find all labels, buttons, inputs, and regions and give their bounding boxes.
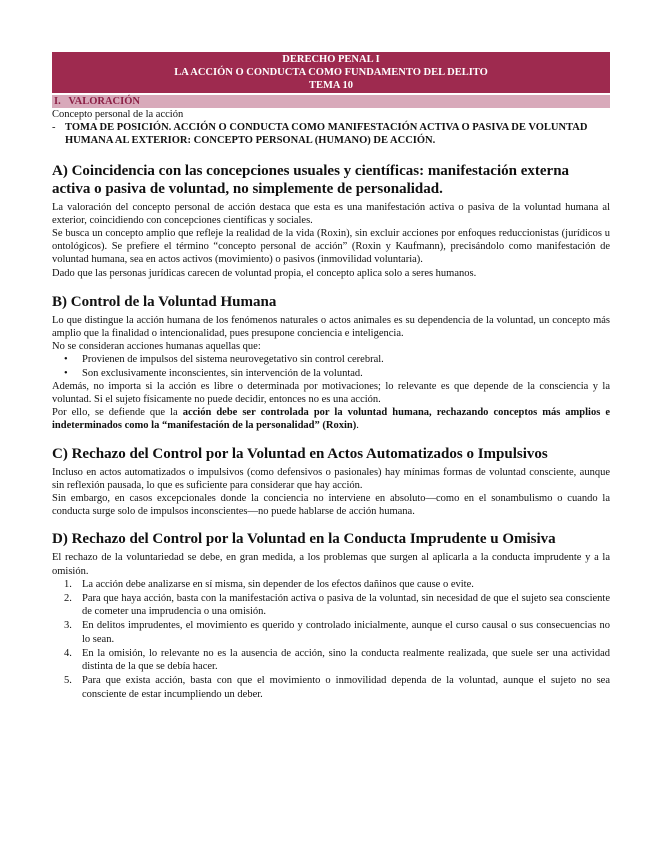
heading-c: C) Rechazo del Control por la Voluntad en Actos Automatizados o Impulsivos — [52, 445, 548, 462]
paragraph-b2: No se consideran acciones humanas aquellas que: — [52, 341, 261, 353]
item-number: 4. — [64, 647, 72, 659]
paragraph-c1: Incluso en actos automatizados o impulsivos (como defensivos o pasionales) hay mínimas formas de voluntad consciente, aunque sin reflexión pausada, lo que es suficiente para considerar que hay acción. — [52, 466, 610, 491]
paragraph-b4-end: . — [356, 420, 359, 432]
paragraph-d1: El rechazo de la voluntariedad se debe, en gran medida, a los problemas que surgen al aplicarla a la conducta imprudente y a la omisión. — [52, 552, 610, 577]
list-item — [52, 578, 610, 591]
bullet-text: Provienen de impulsos del sistema neurovegetativo sin control cerebral. — [82, 354, 384, 366]
paragraph-b1: Lo que distingue la acción humana de los fenómenos naturales o actos animales es su dependencia de la voluntad, un concepto más amplio que la finalidad o intencionalidad, pues presupone conciencia e inteligencia. — [52, 314, 610, 340]
item-number: 5. — [64, 675, 72, 687]
lesson-number: TEMA 10 — [308, 80, 354, 91]
bullet-text: Son exclusivamente inconscientes, sin intervención de la voluntad. — [82, 367, 363, 379]
item-number: 2. — [64, 593, 72, 605]
bullet-icon: • — [64, 354, 68, 366]
position-text: TOMA DE POSICIÓN. ACCIÓN O CONDUCTA COMO MANIFESTACIÓN ACTIVA O PASIVA DE VOLUNTAD HUMANA AL EXTERIOR: CONCEPTO PERSONAL (HUMANO) DE ACCIÓN. — [65, 122, 588, 147]
title-banner — [52, 52, 610, 93]
paragraph-b4-lead: Por ello, se defiende que la — [52, 407, 183, 419]
document-page — [52, 52, 610, 702]
bullet-icon: • — [64, 367, 68, 379]
numbered-list — [52, 578, 610, 701]
paragraph-a1: La valoración del concepto personal de acción destaca que esta es una manifestación activa o pasiva de la voluntad humana al exterior, coincidiendo con concepciones científicas y sociales. — [52, 201, 610, 226]
heading-d: D) Rechazo del Control por la Voluntad en la Conducta Imprudente u Omisiva — [52, 531, 556, 548]
item-text: En la omisión, lo relevante no es la ausencia de acción, sino la conducta realmente realizada, que suele ser una actividad distinta de la que se debía hacer. — [82, 647, 610, 673]
item-text: La acción debe analizarse en sí misma, sin depender de los efectos dañinos que cause o evite. — [82, 578, 474, 590]
item-number: 3. — [64, 620, 72, 632]
paragraph-b4-emphasis: acción debe ser controlada por la voluntad humana, rechazando conceptos más amplios e indeterminados como la “manifestación de la personalidad” (Roxin) — [52, 407, 610, 432]
heading-a: A) Coincidencia con las concepciones usuales y científicas: manifestación externa activa o pasiva de voluntad, no simplemente de personalidad. — [52, 162, 570, 197]
item-text: En delitos imprudentes, el movimiento es querido y controlado inicialmente, aunque el curso causal o sus consecuencias no lo sean. — [82, 620, 610, 645]
section-heading-valoracion: I. VALORACIÓN — [52, 95, 610, 108]
item-text: Para que exista acción, basta con que el movimiento o inmovilidad dependa de la voluntad, aunque el sujeto no sea consciente de estar incumpliendo un deber. — [82, 675, 610, 700]
topic-title: LA ACCIÓN O CONDUCTA COMO FUNDAMENTO DEL DELITO — [174, 67, 488, 78]
item-text: Para que haya acción, basta con la manifestación activa o pasiva de la voluntad, sin necesidad de que el sujeto sea consciente de cometer una imprudencia o una omisión. — [82, 593, 610, 618]
section-intro: Concepto personal de la acción — [52, 109, 184, 120]
paragraph-c2: Sin embargo, en casos excepcionales donde la conciencia no interviene en absoluto—como en el sonambulismo o cuando la conducta surge solo de impulsos inconscientes—no puede hablarse de acción humana. — [52, 493, 610, 518]
paragraph-b3: Además, no importa si la acción es libre o determinada por motivaciones; lo relevante es que depende de la consciencia y la voluntad. Si el sujeto físicamente no puede decidir, entonces no es una acción. — [52, 380, 610, 406]
list-item — [52, 592, 610, 618]
position-statement — [52, 121, 610, 147]
dash-marker: - — [52, 122, 56, 134]
list-item — [52, 367, 610, 380]
paragraph-a3: Dado que las personas jurídicas carecen de voluntad propia, el concepto aplica solo a seres humanos. — [52, 267, 477, 279]
heading-b: B) Control de la Voluntad Humana — [52, 293, 277, 310]
item-number: 1. — [64, 578, 72, 590]
paragraph-a2: Se busca un concepto amplio que refleje la realidad de la vida (Roxin), sin excluir acciones por enfoques reduccionistas (jurídicos u ontológicos). Se prefiere el término “concepto personal de acción” (Roxin y Kaufmann), precisándolo como manifestación de voluntad humana, sea en actos activos (movimiento) o pasivos (inmovilidad voluntaria). — [52, 228, 610, 266]
course-title: DERECHO PENAL I — [282, 54, 380, 65]
paragraph-b4 — [52, 406, 610, 432]
list-item — [52, 674, 610, 700]
list-item — [52, 619, 610, 645]
list-item — [52, 353, 610, 366]
list-item — [52, 647, 610, 673]
bullet-list — [52, 353, 610, 379]
